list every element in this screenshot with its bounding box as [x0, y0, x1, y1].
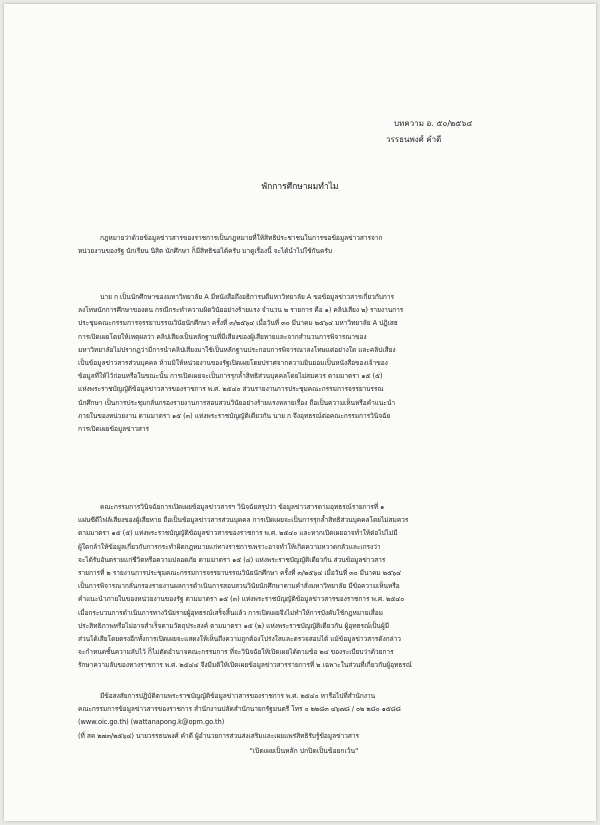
paragraph-line: นักศึกษา เป็นการประชุมกลั่นกรองรายงานการสอบสวนวินัยอย่างร้ายแรงหลายเรื่อง ถือเป็นความเห็นหรือคำแนะนำ: [78, 398, 396, 407]
paragraph-line: นาย ก เป็นนักศึกษาของมหาวิทยาลัย A มีหนังสือถึงอธิการบดีมหาวิทยาลัย A ขอข้อมูลข่าวสารเกี่ยวกับการ: [100, 293, 394, 301]
paragraph-line: เป็นการพิจารณากลั่นกรองรายงานผลการดำเนินการสอบสวนวินัยนักศึกษาตามคำสั่งมหาวิทยาลัย มีข้อความเห็นหรือ: [78, 582, 400, 591]
paragraph-line: ตามมาตรา ๑๕ (๕) แห่งพระราชบัญญัติข้อมูลข่าวสารของราชการ พ.ศ. ๒๕๔๐ และหากเปิดเผยอาจทำให้ต่อไปไม่มี: [78, 529, 398, 538]
article-reference: [368, 116, 508, 148]
paragraph-line: ประสิทธิภาพหรือไม่อาจสำเร็จตามวัตถุประสงค์ ตามมาตรา ๑๕ (๒) แห่งพระราชบัญญัติเดียวกัน ผู้อุทธรณ์เป็นผู้มี: [78, 621, 389, 630]
document-page: [4, 4, 596, 821]
paragraph-line: คณะกรรมการข้อมูลข่าวสารของราชการ สำนักงานปลัดสำนักนายกรัฐมนตรี โทร ๐ ๒๒๘๓ ๔๖๗๘ / ๐๒ ๒๘๐ ๑๕๘๘: [78, 705, 401, 714]
paragraph-line: แห่งพระราชบัญญัติข้อมูลข่าวสารของราชการ พ.ศ. ๒๕๔๐ ส่วนรายงานการประชุมคณะกรรมการจรรยาบรรณ: [78, 385, 384, 394]
paragraph-line: เมื่อกระบวนการดำเนินการทางวินัยรายผู้อุทธรณ์เสร็จสิ้นแล้ว การเปิดเผยจึงไม่ทำให้การบังคับใช้กฎหมายเสื่อม: [78, 608, 383, 617]
paragraph-line: มีข้อสงสัยการปฏิบัติตามพระราชบัญญัติข้อมูลข่าวสารของราชการ พ.ศ. ๒๕๔๐ หารือไปที่สำนักงาน: [100, 692, 376, 700]
paragraph-line: ภายในของหน่วยงาน ตามมาตรา ๑๕ (๓) แห่งพระราชบัญญัติเดียวกัน นาย ก จึงอุทธรณ์ต่อคณะกรรมการวินิจฉัย: [78, 411, 391, 420]
paragraph-decision: [78, 501, 530, 673]
contact-links: (www.oic.go.th) (wattanapong.k@opm.go.th): [78, 718, 225, 727]
paragraph-line: คณะกรรมการวินิจฉัยการเปิดเผยข้อมูลข่าวสารฯ วินิจฉัยสรุปว่า ข้อมูลข่าวสารตามอุทธรณ์รายการที่ ๑: [100, 503, 385, 511]
paragraph-line: จะได้รับอันตรายแก่ชีวิตหรือความปลอดภัย ตามมาตรา ๑๕ (๔) แห่งพระราชบัญญัติเดียวกัน ส่วนข้อมูลข่าวสาร: [78, 555, 386, 564]
paragraph-line: การเปิดเผยข้อมูลข่าวสาร: [78, 425, 150, 434]
paragraph-line: จะกำหนดชั้นความลับไว้ ก็ไม่ตัดอำนาจคณะกรรมการ ที่จะวินิจฉัยให้เปิดเผยได้ตามข้อ ๒๔ ของระเบียบว่าด้วยการ: [78, 648, 394, 657]
document-title: พักการศึกษาผมทำไม: [261, 182, 339, 192]
paragraph-line: แผ่นซีดีไฟล์เสียงของผู้เสียหาย ถือเป็นข้อมูลข่าวสารส่วนบุคคล การเปิดเผยจะเป็นการรุกล้ำสิทธิส่วนบุคคลโดยไม่สมควร: [78, 516, 409, 525]
paragraph-line: มหาวิทยาลัยไม่ปรากฏว่ามีการนำคลิปเสียงมาใช้เป็นหลักฐานประกอบการพิจารณาลงโทษแต่อย่างใด และคลิปเสียง: [78, 345, 396, 354]
paragraph-line: กฎหมายว่าด้วยข้อมูลข่าวสารของราชการเป็นกฎหมายที่ให้สิทธิประชาชนในการขอข้อมูลข่าวสารจาก: [100, 234, 383, 242]
article-number: บทความ อ. ๕๐/๒๕๖๔: [394, 119, 473, 128]
paragraph-line: การเปิดเผยโดยให้เหตุผลว่า คลิปเสียงเป็นหลักฐานที่มีเสียงของผู้เสียหายและจากสำนวนการพิจารณาของ: [78, 332, 367, 341]
paragraph-line: รายการที่ ๒ รายงานการประชุมคณะกรรมการจรรยาบรรณวินัยนักศึกษา ครั้งที่ ๓/๒๕๖๔ เมื่อวันที่ ๓๐ มีนาคม ๒๕๖๔: [78, 569, 402, 578]
closing-slogan: "เปิดเผยเป็นหลัก ปกปิดเป็นข้อยกเว้น": [249, 746, 359, 755]
paragraph-line: รักษาความลับของทางราชการ พ.ศ. ๒๕๔๔ จึงมีมติให้เปิดเผยข้อมูลข่าวสารรายการที่ ๒ เฉพาะในส่วนที่เกี่ยวกับผู้อุทธรณ์: [78, 661, 412, 670]
paragraph-line: หน่วยงานของรัฐ นักเรียน นิสิต นักศึกษา ก็มีสิทธิขอได้ครับ มาดูเรื่องนี้ จะได้นำไปใช้กันครับ: [78, 247, 332, 256]
paragraph-contact: [78, 690, 530, 758]
paragraph-line: ลงโทษนักการศึกษาของตน กรณีกระทำความผิดวินัยอย่างร้ายแรง จำนวน ๒ รายการ คือ ๑) คลิปเสียง ๒) รายงานการ: [78, 306, 404, 315]
author-name: วรรธนพงศ์ คำดี: [386, 135, 442, 144]
paragraph-intro: [78, 232, 530, 258]
paragraph-line: ผู้ใดกล้าให้ข้อมูลเกี่ยวกับการกระทำผิดกฎหมายแก่ทางราชการเพราะอาจทำให้เกิดความหวาดกลัวและเกรงว่า: [78, 542, 381, 551]
paragraph-line: ข้อมูลที่ให้ไว้ก่อนหรือในขณะนั้น การเปิดเผยจะเป็นการรุกล้ำสิทธิส่วนบุคคลโดยไม่สมควร ตามมาตรา ๑๕ (๕): [78, 372, 383, 381]
paragraph-line: ประชุมคณะกรรมการจรรยาบรรณวินัยนักศึกษา ครั้งที่ ๓/๒๕๖๔ เมื่อวันที่ ๓๐ มีนาคม ๒๕๖๔ มหาวิทยาลัย A ปฏิเสธ: [78, 319, 398, 328]
paragraph-line: ส่วนได้เสียโดยตรงอีกทั้งการเปิดเผยจะแสดงให้เห็นถึงความถูกต้องโปร่งใสและตรวจสอบได้ แม้ข้อมูลข่าวสารดังกล่าว: [78, 635, 401, 644]
paragraph-line: (ที่ สค ๒๗๓/๒๕๖๔) นายวรรธนพงศ์ คำดี ผู้อำนวยการส่วนส่งเสริมและเผยแพร่สิทธิรับรู้ข้อมูลข่าวสาร: [78, 731, 359, 740]
paragraph-line: คำแนะนำภายในของหน่วยงานของรัฐ ตามมาตรา ๑๕ (๓) แห่งพระราชบัญญัติข้อมูลข่าวสารของราชการ พ.ศ. ๒๕๔๐: [78, 595, 405, 604]
paragraph-facts: [78, 291, 530, 436]
paragraph-line: เป็นข้อมูลข่าวสารส่วนบุคคล ห้ามมิให้หน่วยงานของรัฐเปิดเผยโดยปราศจากความยินยอมเป็นหนังสือของเจ้าของ: [78, 359, 388, 368]
